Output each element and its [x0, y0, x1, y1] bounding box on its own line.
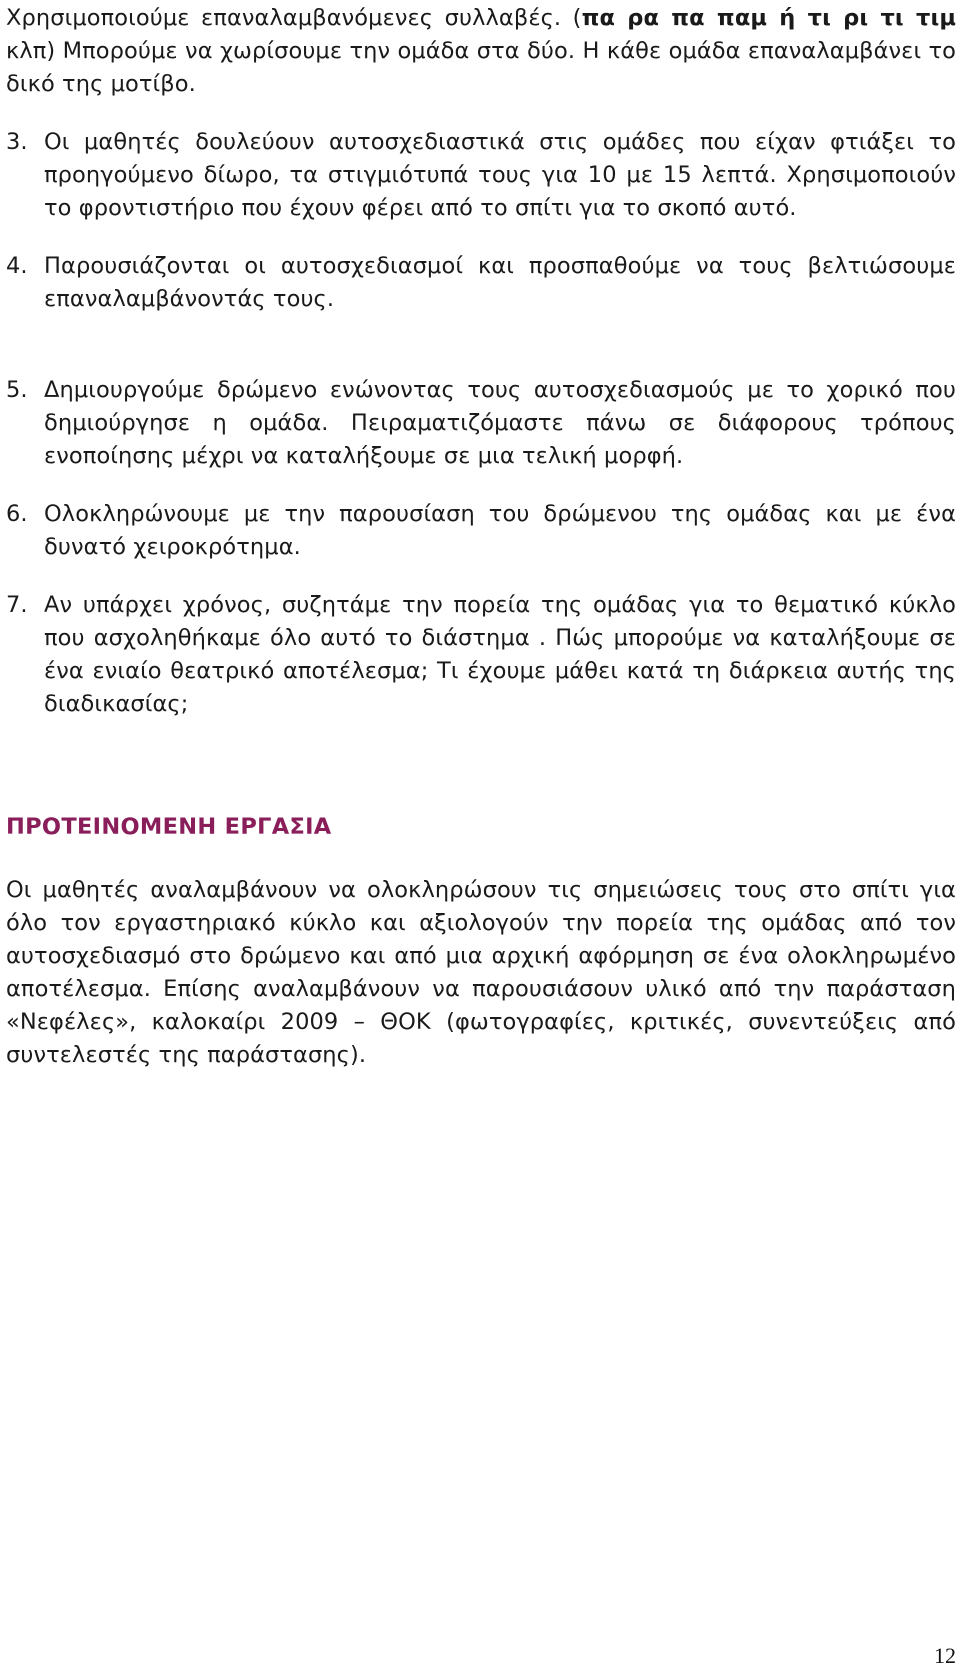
step-3-number: 3.: [6, 129, 28, 155]
intro-text-end: κλπ) Μπορούμε να χωρίσουμε την ομάδα στα δύο. Η κάθε ομάδα επαναλαμβάνει το δικό της μοτίβο.: [6, 38, 956, 97]
step-6-text: Ολοκληρώνουμε με την παρουσίαση του δρώμενου της ομάδας και με ένα δυνατό χειροκρότημα.: [44, 501, 956, 560]
step-3-text: Οι μαθητές δουλεύουν αυτοσχεδιαστικά στις ομάδες που είχαν φτιάξει το προηγούμενο δίωρο, τα στιγμιότυπά τους για 10 με 15 λεπτά. Χρησιμοποιούν το φροντιστήριο που έχουν φέρει από το σπίτι για το σκοπό αυτό.: [44, 129, 956, 221]
step-5: [6, 374, 956, 473]
step-7-text: Αν υπάρχει χρόνος, συζητάμε την πορεία της ομάδας για το θεματικό κύκλο που ασχοληθήκαμε όλο αυτό το διάστημα . Πώς μπορούμε να καταλήξουμε σε ένα ενιαίο θεατρικό αποτέλεσμα; Τι έχουμε μάθει κατά τη διάρκεια αυτής της διαδικασίας;: [44, 592, 956, 717]
intro-paragraph: [6, 2, 956, 101]
intro-text-start: Χρησιμοποιούμε επαναλαμβανόμενες συλλαβές. (: [6, 5, 582, 31]
step-4-text: Παρουσιάζονται οι αυτοσχεδιασμοί και προσπαθούμε να τους βελτιώσουμε επαναλαμβάνοντάς τους.: [44, 253, 956, 312]
assignment-paragraph: Οι μαθητές αναλαμβάνουν να ολοκληρώσουν τις σημειώσεις τους στο σπίτι για όλο τον εργαστηριακό κύκλο και αξιολογούν την πορεία της ομάδας από τον αυτοσχεδιασμό στο δρώμενο και από μια αρχική αφόρμηση σε ένα ολοκληρωμένο αποτέλεσμα. Επίσης αναλαμβάνουν να παρουσιάσουν υλικό από την παράσταση «Νεφέλες», καλοκαίρι 2009 – ΘΟΚ (φωτογραφίες, κριτικές, συνεντεύξεις από συντελεστές της παράστασης).: [6, 877, 956, 1068]
step-5-number: 5.: [6, 377, 28, 403]
step-5-text: Δημιουργούμε δρώμενο ενώνοντας τους αυτοσχεδιασμούς με το χορικό που δημιούργησε η ομάδα. Πειραματιζόμαστε πάνω σε διάφορους τρόπους ενοποίησης μέχρι να καταλήξουμε σε μια τελική μορφή.: [44, 377, 956, 469]
page-number: 12: [934, 1643, 956, 1668]
step-6-number: 6.: [6, 501, 28, 527]
page-content: [6, 0, 956, 1072]
step-3: [6, 126, 956, 225]
section-heading: ΠΡΟΤΕΙΝΟΜΕΝΗ ΕΡΓΑΣΙΑ: [6, 814, 332, 840]
step-4: [6, 250, 956, 316]
step-4-number: 4.: [6, 253, 28, 279]
step-6: [6, 498, 956, 564]
step-7: [6, 589, 956, 721]
syllables-bold: πα ρα πα παμ ή τι ρι τι τιμ: [581, 5, 956, 31]
step-7-number: 7.: [6, 592, 28, 618]
